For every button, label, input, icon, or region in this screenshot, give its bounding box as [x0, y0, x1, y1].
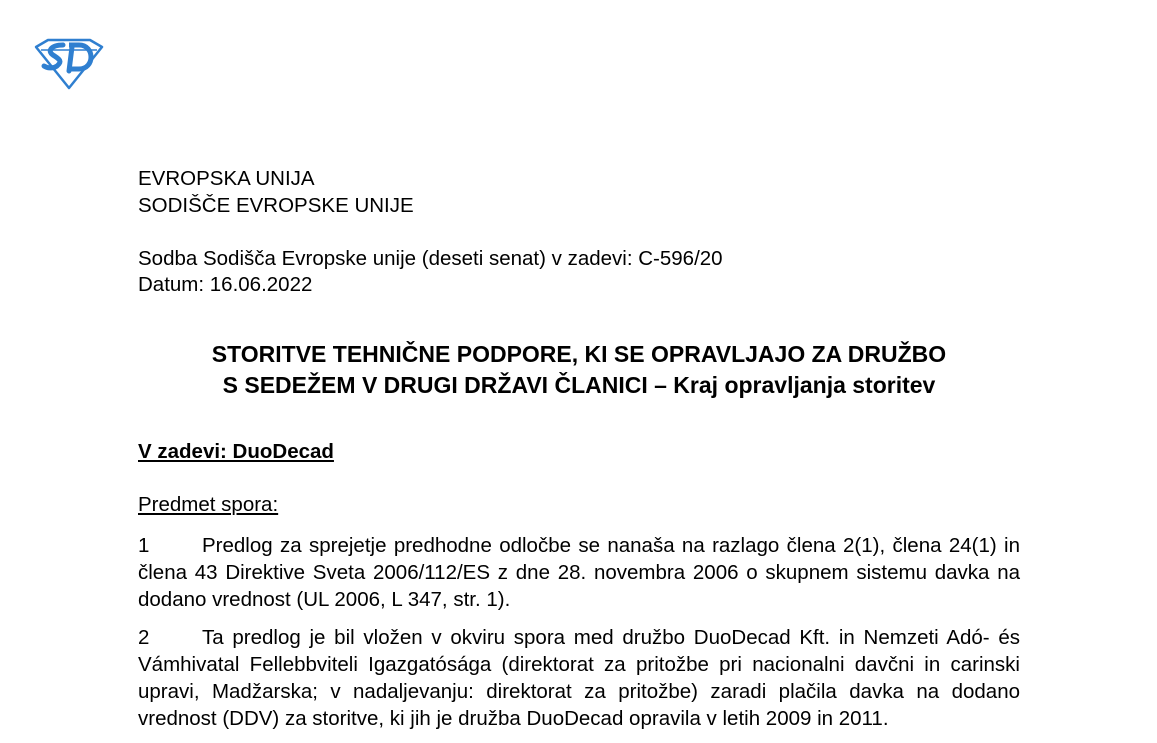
- document-title: [138, 339, 1020, 401]
- paragraph-2: [138, 624, 1020, 732]
- paragraph-1: [138, 532, 1020, 613]
- court-logo: [33, 37, 105, 91]
- logo-d-stem: [69, 47, 72, 71]
- title-line-2: S SEDEŽEM V DRUGI DRŽAVI ČLANICI – Kraj opravljanja storitev: [222, 372, 936, 398]
- header-court: SODIŠČE EVROPSKE UNIJE: [138, 194, 414, 217]
- paragraph-number: 2: [138, 626, 150, 649]
- dispute-heading: Predmet spora:: [138, 493, 279, 516]
- paragraph-text: Ta predlog je bil vložen v okviru spora med družbo DuoDecad Kft. in Nemzeti Adó- és Vámhivatal Fellebbviteli Igazgatósága (direktorat za pritožbe pri nacionalni davčni in carinski upravi, Madžarska; v nadaljevanju: direktorat za pritožbe) zaradi plačila davka na dodano vrednost (DDV) za storitve, ki jih je družba DuoDecad opravila v letih 2009 in 2011.: [138, 626, 1020, 730]
- header-eu: EVROPSKA UNIJA: [138, 167, 315, 190]
- paragraph-number: 1: [138, 534, 150, 557]
- case-date: Datum: 16.06.2022: [138, 273, 313, 296]
- paragraph-text: Predlog za sprejetje predhodne odločbe se nanaša na razlago člena 2(1), člena 24(1) in člena 43 Direktive Sveta 2006/112/ES z dne 28. novembra 2006 o skupnem sistemu davka na dodano vrednost (UL 2006, L 347, str. 1).: [138, 534, 1020, 611]
- case-heading: V zadevi: DuoDecad: [138, 440, 334, 463]
- title-line-1: STORITVE TEHNIČNE PODPORE, KI SE OPRAVLJAJO ZA DRUŽBO: [211, 341, 947, 367]
- case-judgment: Sodba Sodišča Evropske unije (deseti senat) v zadevi: C-596/20: [138, 247, 723, 270]
